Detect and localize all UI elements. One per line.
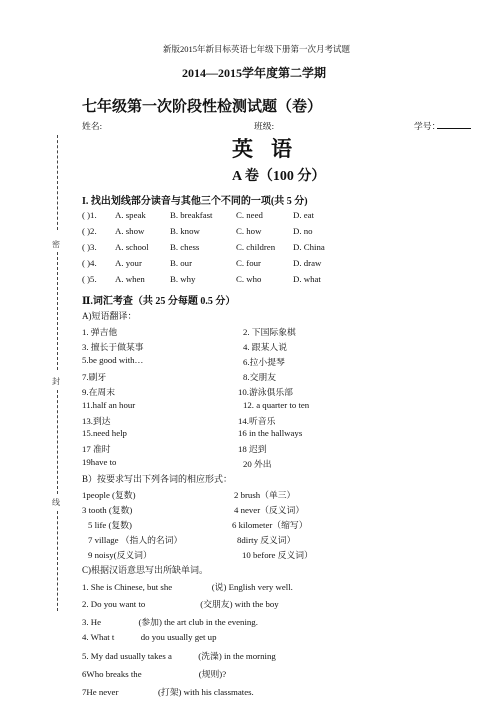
q5-d: D. what (293, 274, 321, 284)
binding-line-mid1 (57, 252, 58, 370)
q5-num: ( )5. (82, 274, 97, 284)
q5-b: B. why (170, 274, 196, 284)
q2-a: A. show (115, 226, 145, 236)
q1-d: D. eat (293, 210, 315, 220)
side-char-1: 密 (52, 240, 60, 249)
subject-title: 英语 (232, 137, 310, 161)
part2-title: Ⅱ.词汇考查（共 25 分每题 0.5 分） (82, 296, 236, 307)
phrase-item: 10.游泳俱乐部 (238, 387, 293, 397)
phrase-item: 18 迟到 (238, 444, 267, 454)
number-blank (437, 128, 471, 129)
phrase-item: 6.拉小提琴 (243, 357, 285, 367)
phrase-item: 2. 下国际象棋 (243, 327, 296, 337)
q4-a: A. your (115, 258, 142, 268)
q2-b: B. know (170, 226, 200, 236)
sentence-item: 7He never (打架) with his classmates. (82, 687, 254, 697)
form-item: 10 before 反义词） (242, 550, 313, 560)
phrase-item: 15.need help (82, 428, 127, 438)
phrase-item: 9.在周末 (82, 387, 115, 397)
part2-sub-c: C)根据汉语意思写出所缺单词。 (82, 565, 209, 575)
sentence-item: 6Who breaks the (规则)? (82, 669, 227, 679)
year-title: 2014—2015学年度第二学期 (182, 66, 327, 80)
phrase-item: 12. a quarter to ten (243, 400, 310, 410)
phrase-item: 13.到达 (82, 416, 111, 426)
form-item: 7 village （指人的名词） (88, 535, 183, 545)
phrase-item: 14.听音乐 (238, 416, 276, 426)
sentence-item: 5. My dad usually takes a (洗澡) in the morning (82, 651, 276, 661)
q4-c: C. four (236, 258, 261, 268)
phrase-item: 19have to (82, 457, 117, 467)
form-item: 1people (复数) (82, 490, 136, 500)
q1-c: C. need (236, 210, 263, 220)
phrase-item: 1. 弹吉他 (82, 327, 118, 337)
q4-num: ( )4. (82, 258, 97, 268)
number-label: 学号： (414, 121, 441, 131)
q1-num: ( )1. (82, 210, 97, 220)
sentence-item: 3. He (参加) the art club in the evening. (82, 617, 258, 627)
q2-c: C. how (236, 226, 262, 236)
phrase-item: 5.be good with… (82, 355, 144, 365)
exam-title: 七年级第一次阶段性检测试题（卷） (82, 99, 323, 115)
q1-a: A. speak (115, 210, 146, 220)
phrase-item: 3. 擅长于做某事 (82, 342, 144, 352)
q3-c: C. children (236, 242, 276, 252)
q5-c: C. who (236, 274, 262, 284)
part1-title: I. 找出划线部分读音与其他三个不同的一项(共 5 分) (82, 196, 308, 207)
part2-sub-b: B）按要求写出下列各词的相应形式： (82, 474, 233, 484)
side-char-3: 线 (52, 498, 60, 507)
side-char-2: 封 (52, 377, 60, 386)
phrase-item: 8.交朋友 (243, 372, 276, 382)
sentence-item: 2. Do you want to (交朋友) with the boy (82, 599, 279, 609)
binding-line-mid2 (57, 390, 58, 494)
q3-b: B. chess (170, 242, 200, 252)
q3-d: D. China (293, 242, 325, 252)
phrase-item: 20 外出 (243, 459, 272, 469)
phrase-item: 7.刷牙 (82, 372, 107, 382)
form-item: 8dirty 反义词） (237, 535, 296, 545)
form-item: 9 noisy(反义词） (88, 550, 152, 560)
sentence-item: 1. She is Chinese, but she (说) English very well. (82, 582, 293, 592)
q4-b: B. our (170, 258, 192, 268)
phrase-item: 4. 跟某人说 (243, 342, 287, 352)
q5-a: A. when (115, 274, 145, 284)
header-note: 新版2015年新目标英语七年级下册第一次月考试题 (163, 44, 351, 54)
q3-num: ( )3. (82, 242, 97, 252)
form-item: 4 never（反义词） (234, 505, 305, 515)
binding-line-top (57, 135, 58, 230)
form-item: 3 tooth (复数) (82, 505, 133, 515)
volume-title: A 卷（100 分） (232, 169, 326, 184)
phrase-item: 16 in the hallways (238, 428, 303, 438)
form-item: 5 life (复数) (88, 520, 132, 530)
q4-d: D. draw (293, 258, 322, 268)
part2-sub-a: A)短语翻译： (82, 311, 137, 321)
name-label: 姓名: (82, 121, 103, 131)
form-item: 6 kilometer（缩写） (232, 520, 308, 530)
q2-d: D. no (293, 226, 313, 236)
sentence-item: 4. What t do you usually get up (82, 632, 217, 642)
q1-b: B. breakfast (170, 210, 213, 220)
form-item: 2 brush（单三） (234, 490, 296, 500)
q2-num: ( )2. (82, 226, 97, 236)
binding-line-bottom (57, 511, 58, 611)
phrase-item: 17 准时 (82, 444, 111, 454)
class-label: 班级: (254, 121, 275, 131)
phrase-item: 11.half an hour (82, 400, 136, 410)
q3-a: A. school (115, 242, 149, 252)
